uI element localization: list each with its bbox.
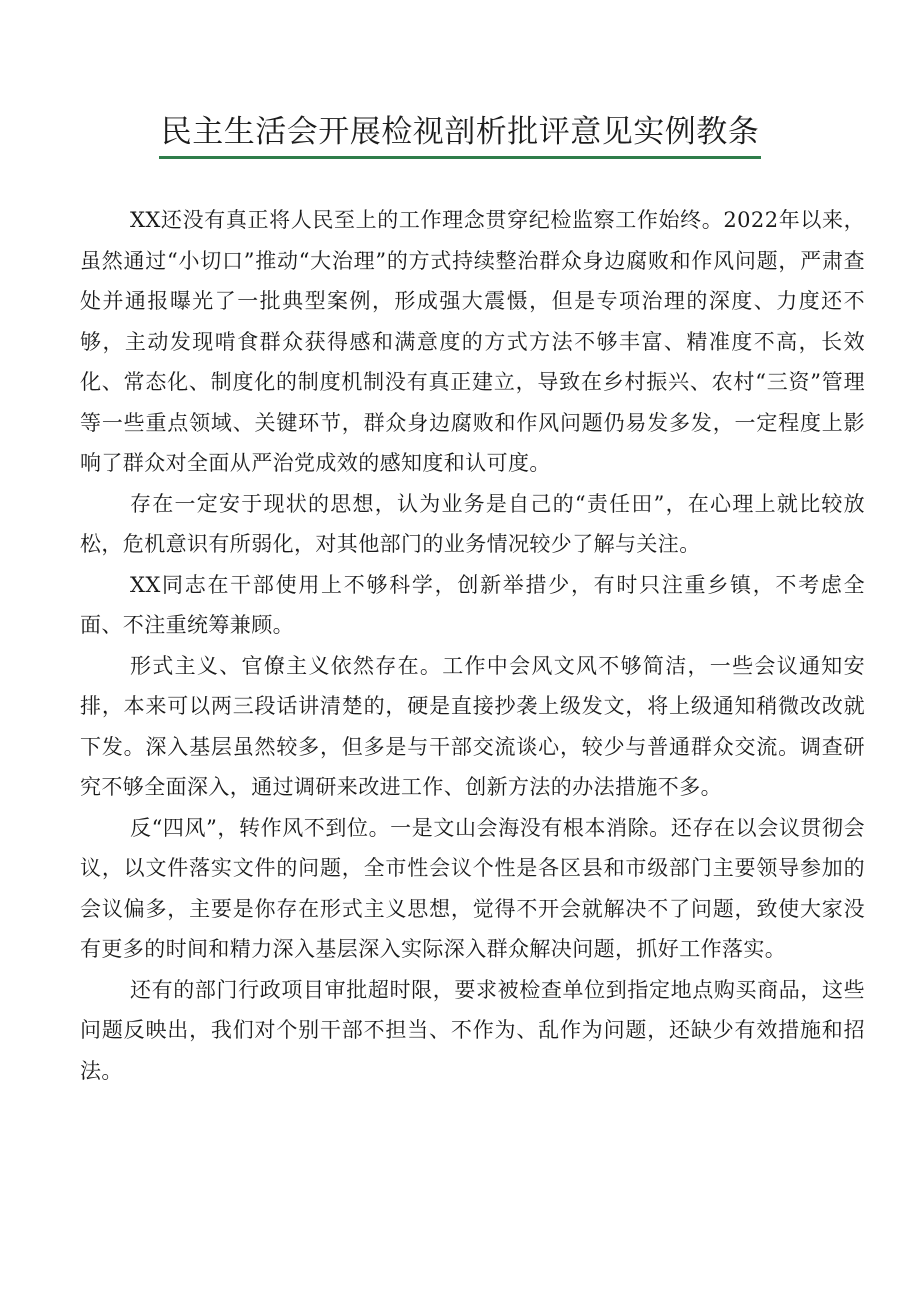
title-area	[0, 112, 920, 159]
paragraph-2: 存在一定安于现状的思想，认为业务是自己的“责任田”，在心理上就比较放松，危机意识有所弱化，对其他部门的业务情况较少了解与关注。	[80, 491, 865, 556]
paragraph-4: 形式主义、官僚主义依然存在。工作中会风文风不够简洁，一些会议通知安排，本来可以两三段话讲清楚的，硬是直接抄袭上级发文，将上级通知稍微改改就下发。深入基层虽然较多，但多是与干部交流谈心，较少与普通群众交流。调查研究不够全面深入，通过调研来改进工作、创新方法的办法措施不多。	[80, 653, 865, 799]
document-body	[80, 200, 865, 1091]
paragraph-3: XX同志在干部使用上不够科学，创新举措少，有时只注重乡镇，不考虑全面、不注重统筹兼顾。	[80, 572, 865, 637]
paragraph-1: XX还没有真正将人民至上的工作理念贯穿纪检监察工作始终。2022年以来，虽然通过“小切口”推动“大治理”的方式持续整治群众身边腐败和作风问题，严肃查处并通报曝光了一批典型案例，形成强大震慑，但是专项治理的深度、力度还不够，主动发现啃食群众获得感和满意度的方式方法不够丰富、精准度不高，长效化、常态化、制度化的制度机制没有真正建立，导致在乡村振兴、农村“三资”管理等一些重点领域、关键环节，群众身边腐败和作风问题仍易发多发，一定程度上影响了群众对全面从严治党成效的感知度和认可度。	[80, 208, 865, 475]
document-title: 民主生活会开展检视剖析批评意见实例教条	[159, 112, 762, 159]
paragraph-6: 还有的部门行政项目审批超时限，要求被检查单位到指定地点购买商品，这些问题反映出，我们对个别干部不担当、不作为、乱作为问题，还缺少有效措施和招法。	[80, 977, 865, 1083]
paragraph-5: 反“四风”，转作风不到位。一是文山会海没有根本消除。还存在以会议贯彻会议，以文件落实文件的问题，全市性会议个性是各区县和市级部门主要领导参加的会议偏多，主要是你存在形式主义思想，觉得不开会就解决不了问题，致使大家没有更多的时间和精力深入基层深入实际深入群众解决问题，抓好工作落实。	[80, 815, 865, 961]
